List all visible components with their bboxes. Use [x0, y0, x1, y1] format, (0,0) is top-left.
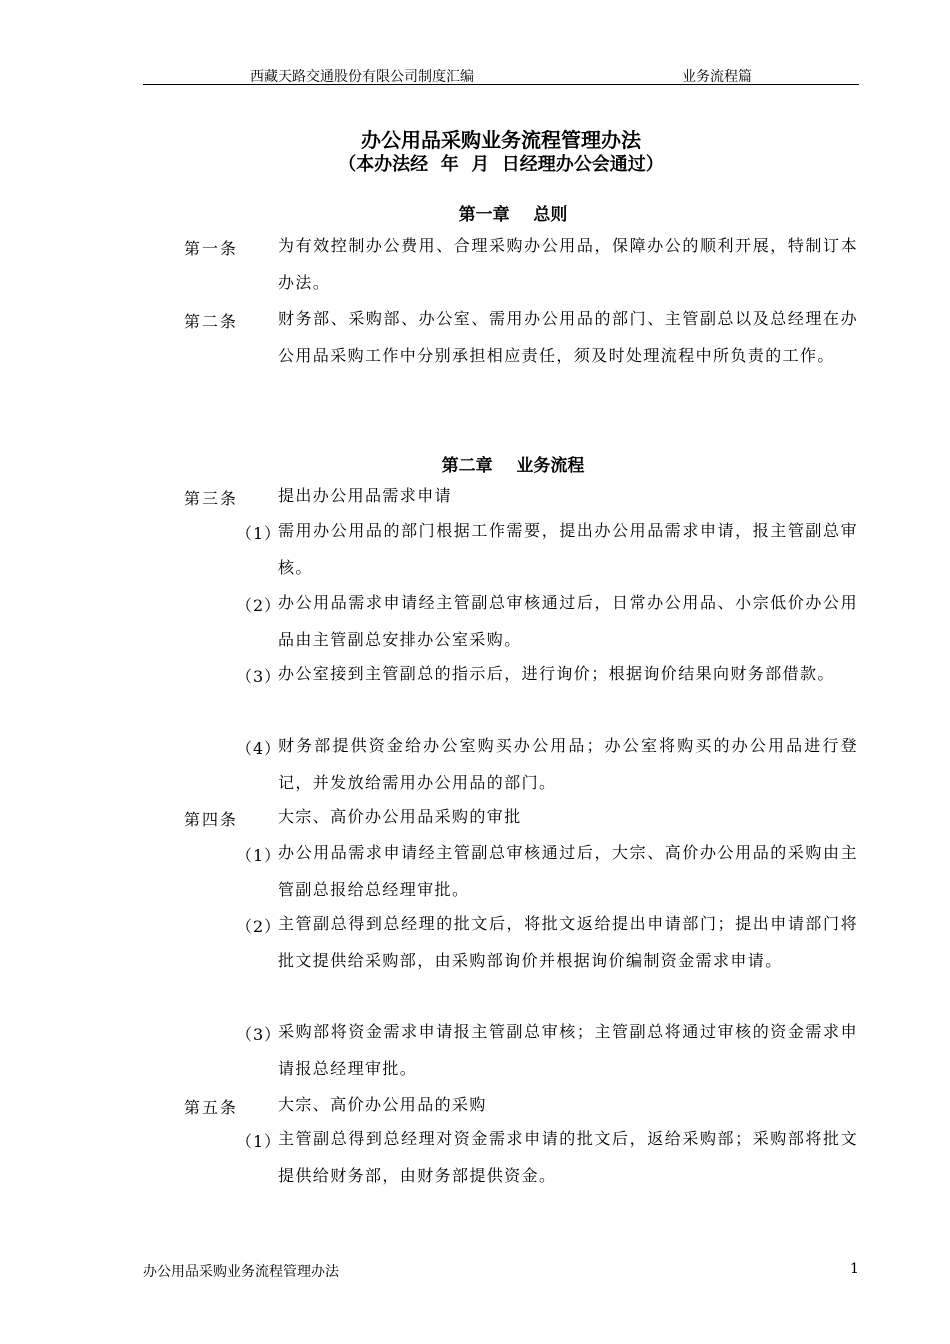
item-number: （4）	[236, 739, 282, 758]
article-label-4: 第四条	[184, 810, 239, 829]
item-text: 主管副总得到总经理的批文后，将批文返给提出申请部门；提出申请部门将批文提供给采购部，由采购部询价并根据询价编制资金需求申请。	[278, 914, 858, 970]
article-text-5: 大宗、高价办公用品的采购	[278, 1095, 487, 1114]
article-text-1: 为有效控制办公费用、合理采购办公用品，保障办公的顺利开展，特制订本办法。	[278, 236, 858, 292]
item-number: （1）	[236, 846, 282, 865]
item-number: （3）	[236, 1025, 282, 1044]
article-text-2: 财务部、采购部、办公室、需用办公用品的部门、主管副总以及总经理在办公用品采购工作中分别承担相应责任，须及时处理流程中所负责的工作。	[278, 309, 858, 365]
item-number: （2）	[236, 917, 282, 936]
article-label-1: 第一条	[184, 239, 239, 258]
header-company: 西藏天路交通股份有限公司制度汇编	[250, 69, 474, 85]
document-subtitle: （本办法经 年 月 日经理办公会通过）	[338, 154, 664, 175]
item-text: 采购部将资金需求申请报主管副总审核；主管副总将通过审核的资金需求申请报总经理审批。	[278, 1022, 858, 1078]
document-title: 办公用品采购业务流程管理办法	[361, 128, 641, 152]
item-text: 财务部提供资金给办公室购买办公用品；办公室将购买的办公用品进行登记，并发放给需用办公用品的部门。	[278, 736, 858, 792]
item-text: 主管副总得到总经理对资金需求申请的批文后，返给采购部；采购部将批文提供给财务部，由财务部提供资金。	[278, 1129, 858, 1185]
chapter-heading-2: 第二章 业务流程	[441, 456, 585, 476]
header-section: 业务流程篇	[682, 69, 752, 85]
footer-doc-name: 办公用品采购业务流程管理办法	[143, 1264, 339, 1280]
chapter-heading-1: 第一章 总则	[458, 205, 568, 225]
article-text-3: 提出办公用品需求申请	[278, 486, 453, 505]
item-number: （1）	[236, 1132, 282, 1151]
header-divider	[143, 84, 859, 85]
article-label-2: 第二条	[184, 312, 239, 331]
item-text: 办公用品需求申请经主管副总审核通过后，日常办公用品、小宗低价办公用品由主管副总安排办公室采购。	[278, 593, 858, 649]
article-label-3: 第三条	[184, 489, 239, 508]
article-text-4: 大宗、高价办公用品采购的审批	[278, 807, 522, 826]
page-number: 1	[850, 1261, 859, 1277]
item-text: 需用办公用品的部门根据工作需要，提出办公用品需求申请，报主管副总审核。	[278, 521, 858, 577]
item-text: 办公用品需求申请经主管副总审核通过后，大宗、高价办公用品的采购由主管副总报给总经理审批。	[278, 843, 858, 899]
article-label-5: 第五条	[184, 1098, 239, 1117]
item-number: （3）	[236, 667, 282, 686]
item-text: 办公室接到主管副总的指示后，进行询价；根据询价结果向财务部借款。	[278, 664, 835, 683]
item-number: （1）	[236, 524, 282, 543]
item-number: （2）	[236, 596, 282, 615]
